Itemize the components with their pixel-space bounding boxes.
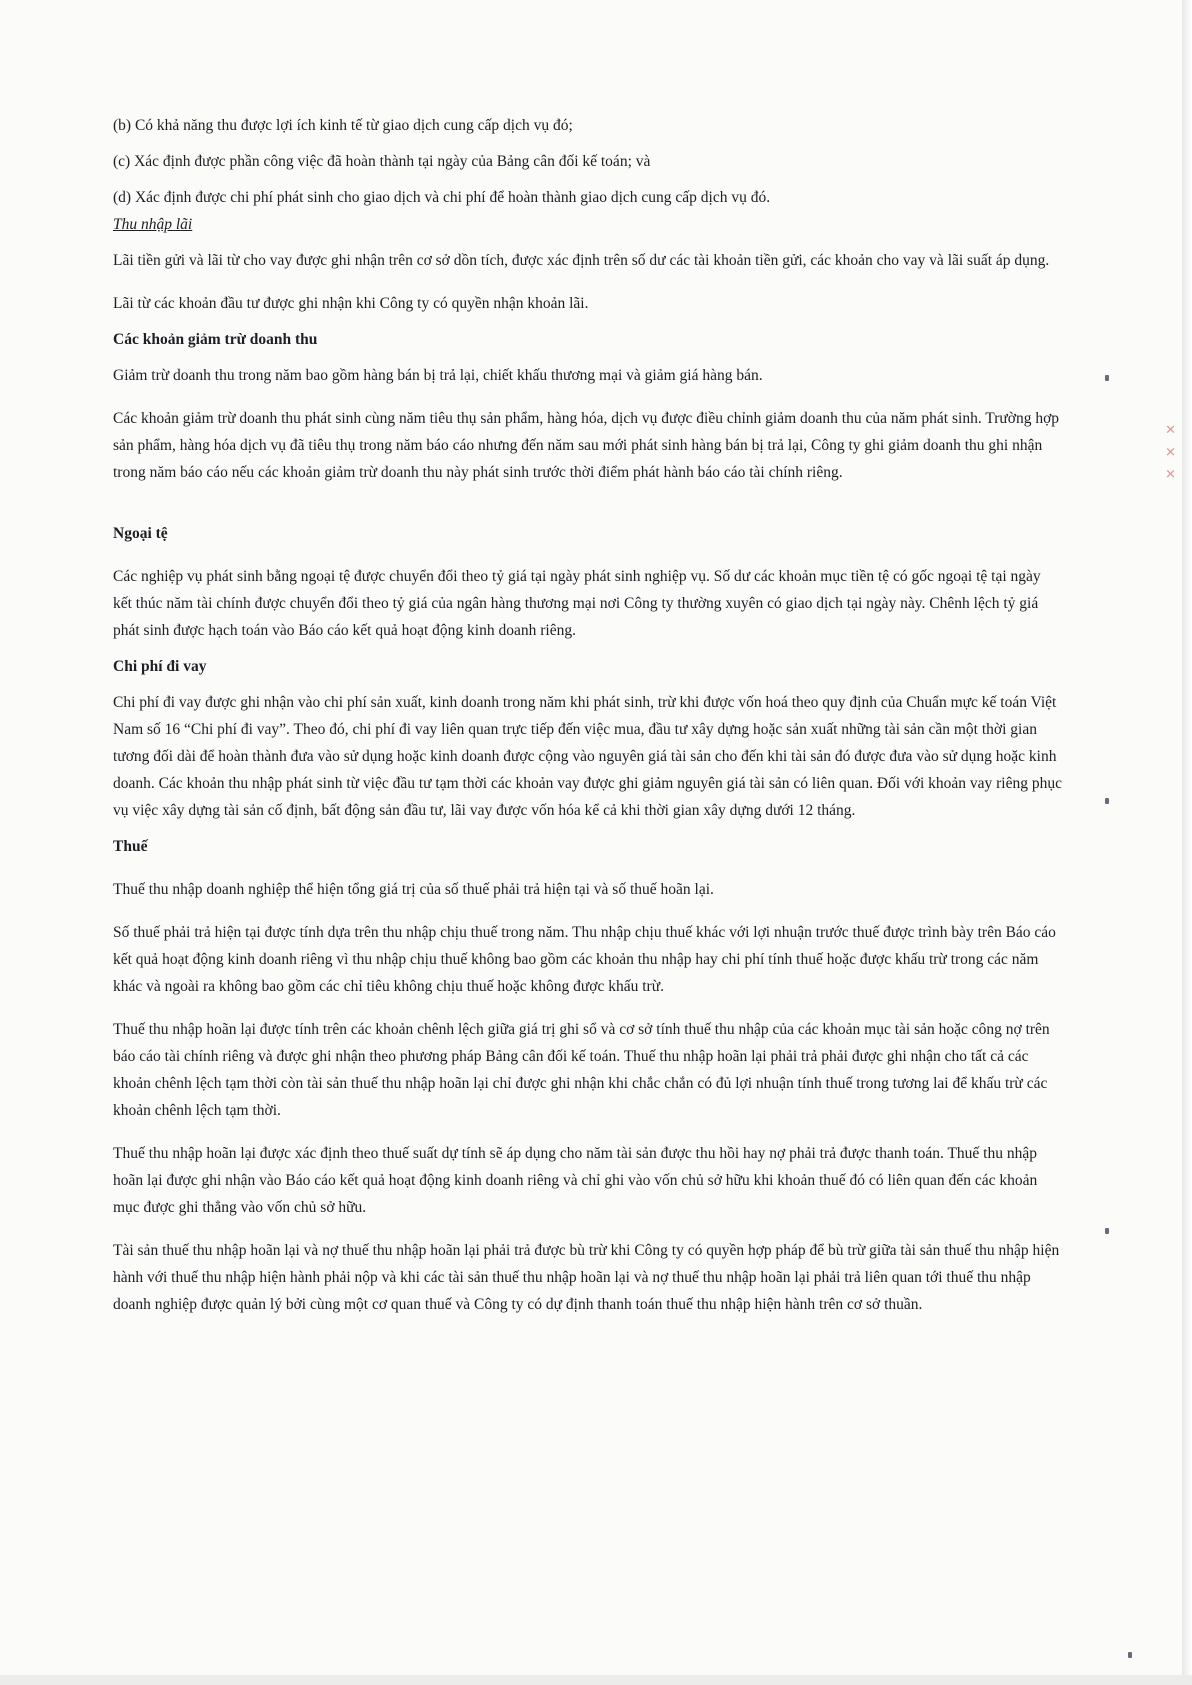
margin-dot	[1105, 798, 1109, 804]
paragraph-revenue-deductions-2: Các khoản giảm trừ doanh thu phát sinh cùng năm tiêu thụ sản phẩm, hàng hóa, dịch vụ được điều chỉnh giảm doanh thu của năm phát sinh. Trường hợp sản phẩm, hàng hóa dịch vụ đã tiêu thụ trong năm báo cáo nhưng đến năm sau mới phát sinh hàng bán bị trả lại, Công ty ghi giảm doanh thu ghi nhận trong năm báo cáo nếu các khoản giảm trừ doanh thu này phát sinh trước thời điểm phát hành báo cáo tài chính riêng.	[113, 410, 1060, 481]
paragraph-tax-2: Số thuế phải trả hiện tại được tính dựa trên thu nhập chịu thuế trong năm. Thu nhập chịu thuế khác với lợi nhuận trước thuế được trình bày trên Báo cáo kết quả hoạt động kinh doanh riêng vì thu nhập chịu thuế không bao gồm các khoản thu nhập hay chi phí tính thuế hoặc được khấu trừ trong các năm khác và ngoài ra không bao gồm các chỉ tiêu không chịu thuế hoặc không được khấu trừ.	[113, 924, 1056, 995]
heading-interest-income: Thu nhập lãi	[113, 216, 193, 233]
list-item-b: (b) Có khả năng thu được lợi ích kinh tế từ giao dịch cung cấp dịch vụ đó;	[113, 117, 573, 134]
paragraph-interest-deposit: Lãi tiền gửi và lãi từ cho vay được ghi nhận trên cơ sở dồn tích, được xác định trên số dư các tài khoản tiền gửi, các khoản cho vay và lãi suất áp dụng.	[113, 252, 1050, 269]
paragraph-revenue-deductions-1: Giảm trừ doanh thu trong năm bao gồm hàng bán bị trả lại, chiết khấu thương mại và giảm giá hàng bán.	[113, 367, 763, 384]
list-item-d: (d) Xác định được chi phí phát sinh cho giao dịch và chi phí để hoàn thành giao dịch cung cấp dịch vụ đó.	[113, 189, 771, 206]
paragraph-tax-3: Thuế thu nhập hoãn lại được tính trên các khoản chênh lệch giữa giá trị ghi sổ và cơ sở tính thuế thu nhập của các khoản mục tài sản hoặc công nợ trên báo cáo tài chính riêng và được ghi nhận theo phương pháp Bảng cân đối kế toán. Thuế thu nhập hoãn lại phải trả phải được ghi nhận cho tất cả các khoản chênh lệch tạm thời còn tài sản thuế thu nhập hoãn lại chỉ được ghi nhận khi chắc chắn có đủ lợi nhuận tính thuế trong tương lai để khấu trừ các khoản chênh lệch tạm thời.	[113, 1021, 1050, 1119]
paragraph-tax-4: Thuế thu nhập hoãn lại được xác định theo thuế suất dự tính sẽ áp dụng cho năm tài sản được thu hồi hay nợ phải trả được thanh toán. Thuế thu nhập hoãn lại được ghi nhận vào Báo cáo kết quả hoạt động kinh doanh riêng và chỉ ghi vào vốn chủ sở hữu khi khoản thuế đó có liên quan đến các khoản mục được ghi thẳng vào vốn chủ sở hữu.	[113, 1145, 1038, 1216]
margin-dot	[1105, 375, 1109, 381]
list-item-c: (c) Xác định được phần công việc đã hoàn thành tại ngày của Bảng cân đối kế toán; và	[113, 153, 651, 170]
margin-dot	[1128, 1652, 1132, 1658]
margin-dot	[1105, 1228, 1109, 1234]
heading-borrowing-costs: Chi phí đi vay	[113, 658, 207, 675]
heading-tax: Thuế	[113, 838, 148, 855]
paragraph-foreign-currency: Các nghiệp vụ phát sinh bằng ngoại tệ được chuyển đổi theo tỷ giá tại ngày phát sinh nghiệp vụ. Số dư các khoản mục tiền tệ có gốc ngoại tệ tại ngày kết thúc năm tài chính được chuyển đổi theo tỷ giá của ngân hàng thương mại nơi Công ty thường xuyên có giao dịch tại ngày này. Chênh lệch tỷ giá phát sinh được hạch toán vào Báo cáo kết quả hoạt động kinh doanh riêng.	[113, 568, 1041, 639]
red-stamp-mark: ✕ ✕ ✕	[1162, 418, 1177, 480]
heading-foreign-currency: Ngoại tệ	[113, 525, 168, 542]
paragraph-interest-investment: Lãi từ các khoản đầu tư được ghi nhận khi Công ty có quyền nhận khoản lãi.	[113, 295, 589, 312]
paragraph-tax-5: Tài sản thuế thu nhập hoãn lại và nợ thuế thu nhập hoãn lại phải trả được bù trừ khi Công ty có quyền hợp pháp để bù trừ giữa tài sản thuế thu nhập hiện hành với thuế thu nhập hiện hành phải nộp và khi các tài sản thuế thu nhập hoãn lại và nợ thuế thu nhập hoãn lại phải trả liên quan tới thuế thu nhập doanh nghiệp được quản lý bởi cùng một cơ quan thuế và Công ty có dự định thanh toán thuế thu nhập hiện hành trên cơ sở thuần.	[113, 1242, 1060, 1313]
page-bottom-edge	[0, 1675, 1192, 1685]
page-edge-shadow	[1182, 0, 1192, 1685]
paragraph-tax-1: Thuế thu nhập doanh nghiệp thể hiện tổng giá trị của số thuế phải trả hiện tại và số thuế hoãn lại.	[113, 881, 714, 898]
paragraph-borrowing-costs: Chi phí đi vay được ghi nhận vào chi phí sản xuất, kinh doanh trong năm khi phát sinh, trừ khi được vốn hoá theo quy định của Chuẩn mực kế toán Việt Nam số 16 “Chi phí đi vay”. Theo đó, chi phí đi vay liên quan trực tiếp đến việc mua, đầu tư xây dựng hoặc sản xuất những tài sản cần một thời gian tương đối dài để hoàn thành đưa vào sử dụng hoặc kinh doanh được cộng vào nguyên giá tài sản cho đến khi tài sản đó được đưa vào sử dụng hoặc kinh doanh. Các khoản thu nhập phát sinh từ việc đầu tư tạm thời các khoản vay được ghi giảm nguyên giá tài sản có liên quan. Đối với khoản vay riêng phục vụ việc xây dựng tài sản cố định, bất động sản đầu tư, lãi vay được vốn hóa kể cả khi thời gian xây dựng dưới 12 tháng.	[113, 694, 1062, 819]
document-body	[113, 112, 1063, 1318]
heading-revenue-deductions: Các khoản giảm trừ doanh thu	[113, 331, 318, 348]
